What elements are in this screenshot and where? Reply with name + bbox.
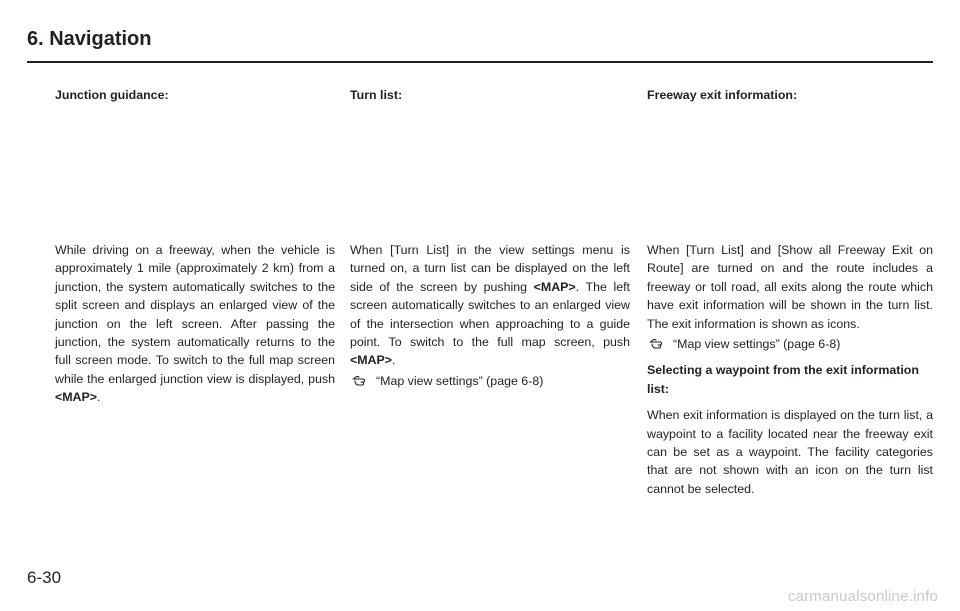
waypoint-paragraph: When exit information is displayed on the turn list, a waypoint to a facility located near the freeway exit can be set as a waypoint. The facility categories that are not shown with an icon on the turn list cannot be selected. [647, 408, 933, 496]
map-key-label: <MAP> [350, 353, 393, 368]
pointing-hand-icon [352, 374, 372, 388]
turn-list-reference [350, 372, 630, 390]
header-rule [27, 61, 933, 63]
turn-list-column [350, 241, 630, 398]
freeway-exit-column [647, 241, 933, 498]
freeway-exit-reference-text: “Map view settings” (page 6-8) [673, 337, 841, 352]
map-key-label: <MAP> [533, 279, 576, 294]
pointing-hand-icon [649, 337, 669, 351]
turn-list-heading: Turn list: [350, 88, 403, 102]
waypoint-subheading: Selecting a waypoint from the exit information list: [647, 363, 919, 396]
junction-guidance-column [55, 241, 335, 407]
junction-guidance-paragraph: While driving on a freeway, when the vehicle is approximately 1 mile (approximately 2 km) from a junction, the system automatically switches to the split screen and displays an enlarged view of the junction on the left screen. After passing the junction, the system automatically returns to the full screen mode. To switch to the full map screen while the enlarged junction view is displayed, push <MAP>. [55, 243, 335, 405]
freeway-exit-paragraph: When [Turn List] and [Show all Freeway Exit on Route] are turned on and the route includes a freeway or toll road, all exits along the route which have exit information will be shown in the turn list. The exit information is shown as icons. [647, 243, 933, 331]
turn-list-reference-text: “Map view settings” (page 6-8) [376, 373, 544, 388]
page-number: 6-30 [27, 568, 62, 587]
page-title: 6. Navigation [27, 28, 152, 50]
map-key-label: <MAP> [55, 390, 98, 405]
freeway-exit-heading: Freeway exit information: [647, 88, 798, 102]
freeway-exit-reference [647, 335, 933, 353]
junction-guidance-heading: Junction guidance: [55, 88, 169, 102]
turn-list-paragraph: When [Turn List] in the view settings menu is turned on, a turn list can be displayed on the left side of the screen by pushing <MAP>. The left screen automatically switches to an enlarged view of the intersection when approaching to a guide point. To switch to the full map screen, push <MAP>. [350, 243, 630, 368]
watermark: carmanualsonline.info [787, 588, 938, 605]
